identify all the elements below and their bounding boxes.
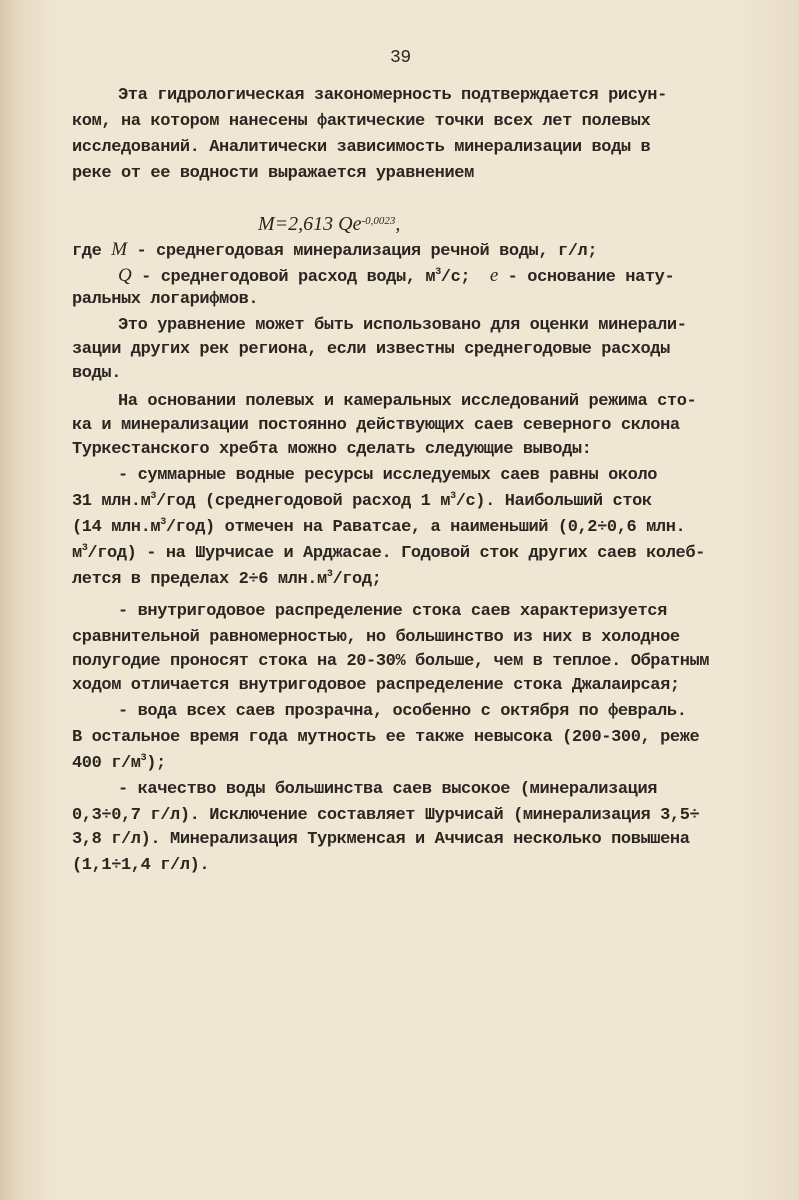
text-line: ком, на котором нанесены фактические точки всех лет полевых: [72, 112, 651, 131]
text-line: воды.: [72, 364, 122, 383]
superscript: 3: [450, 491, 456, 502]
text-line: [72, 754, 166, 774]
superscript: 3: [81, 543, 88, 554]
text-span: /год (среднегодовой расход 1 м: [156, 492, 451, 511]
formula-end: ,: [395, 213, 401, 235]
page-number: 39: [390, 48, 411, 68]
text-line: ка и минерализации постоянно действующих саев северного склона: [72, 416, 680, 435]
text-span: /с). Наибольший сток: [455, 492, 652, 511]
text-span: - среднегодовой расход воды, м: [131, 268, 436, 287]
text-span: (14 млн.м: [72, 518, 161, 537]
text-line: ходом отличается внутригодовое распределение стока Джалаирсая;: [72, 676, 680, 695]
text-line: зации других рек региона, если известны среднегодовые расходы: [72, 340, 670, 359]
text-line: Туркестанского хребта можно сделать следующие выводы:: [72, 440, 592, 459]
text-span: /с;: [440, 268, 490, 287]
text-line: Это уравнение может быть использовано для оценки минерали-: [118, 316, 687, 335]
text-span: /год) - на Шурчисае и Арджасае. Годовой сток других саев колеб-: [87, 544, 705, 563]
text-line: [72, 240, 597, 262]
text-line: полугодие проносят стока на 20-30% больше, чем в теплое. Обратным: [72, 652, 710, 671]
text-line: - вода всех саев прозрачна, особенно с октября по февраль.: [118, 702, 687, 721]
text-line: [72, 518, 685, 538]
text-span: м: [72, 544, 82, 563]
text-line: В остальное время года мутность ее также невысока (200-300, реже: [72, 728, 700, 747]
text-line: 0,3÷0,7 г/л). Исключение составляет Шурчисай (минерализация 3,5÷: [72, 806, 700, 825]
text-line: (1,1÷1,4 г/л).: [72, 856, 210, 875]
text-line: [118, 266, 674, 288]
superscript: 3: [326, 569, 333, 580]
text-span: /год) отмечен на Раватсае, а наименьший (0,2÷0,6 млн.: [165, 518, 686, 537]
text-line: исследований. Аналитически зависимость минерализации воды в: [72, 138, 651, 157]
text-span: /год;: [332, 570, 382, 589]
text-line: ральных логарифмов.: [72, 290, 259, 309]
text-line: - суммарные водные ресурсы исследуемых саев равны около: [118, 466, 658, 485]
text-span: - основание нату-: [497, 268, 675, 287]
symbol-q: Q: [118, 265, 132, 286]
text-span: 400 г/м: [72, 754, 141, 773]
text-line: сравнительной равномерностью, но большинство из них в холодное: [72, 628, 680, 647]
text-span: 31 млн.м: [72, 492, 151, 511]
superscript: 3: [160, 517, 166, 528]
text-line: реке от ее водности выражается уравнением: [72, 164, 474, 183]
text-line: [72, 492, 652, 512]
text-span: где: [72, 242, 112, 261]
symbol-e: e: [489, 265, 498, 286]
symbol-m: M: [111, 239, 127, 260]
formula-main: M=2,613 Qe: [258, 213, 362, 235]
text-line: Эта гидрологическая закономерность подтверждается рисун-: [118, 86, 667, 105]
text-line: На основании полевых и камеральных исследований режима сто-: [118, 392, 697, 411]
formula-exponent: -0,0023: [361, 215, 396, 227]
superscript: 3: [140, 753, 147, 764]
text-line: [72, 570, 381, 590]
text-line: [72, 544, 705, 564]
superscript: 3: [435, 267, 441, 278]
text-span: - среднегодовая минерализация речной воды, г/л;: [126, 242, 598, 261]
text-span: лется в пределах 2÷6 млн.м: [72, 570, 327, 589]
text-line: 3,8 г/л). Минерализация Туркменсая и Аччисая несколько повышена: [72, 830, 690, 849]
text-line: - внутригодовое распределение стока саев характеризуется: [118, 602, 667, 621]
text-span: );: [146, 754, 166, 773]
text-line: - качество воды большинства саев высокое (минерализация: [118, 780, 658, 799]
superscript: 3: [150, 491, 157, 502]
